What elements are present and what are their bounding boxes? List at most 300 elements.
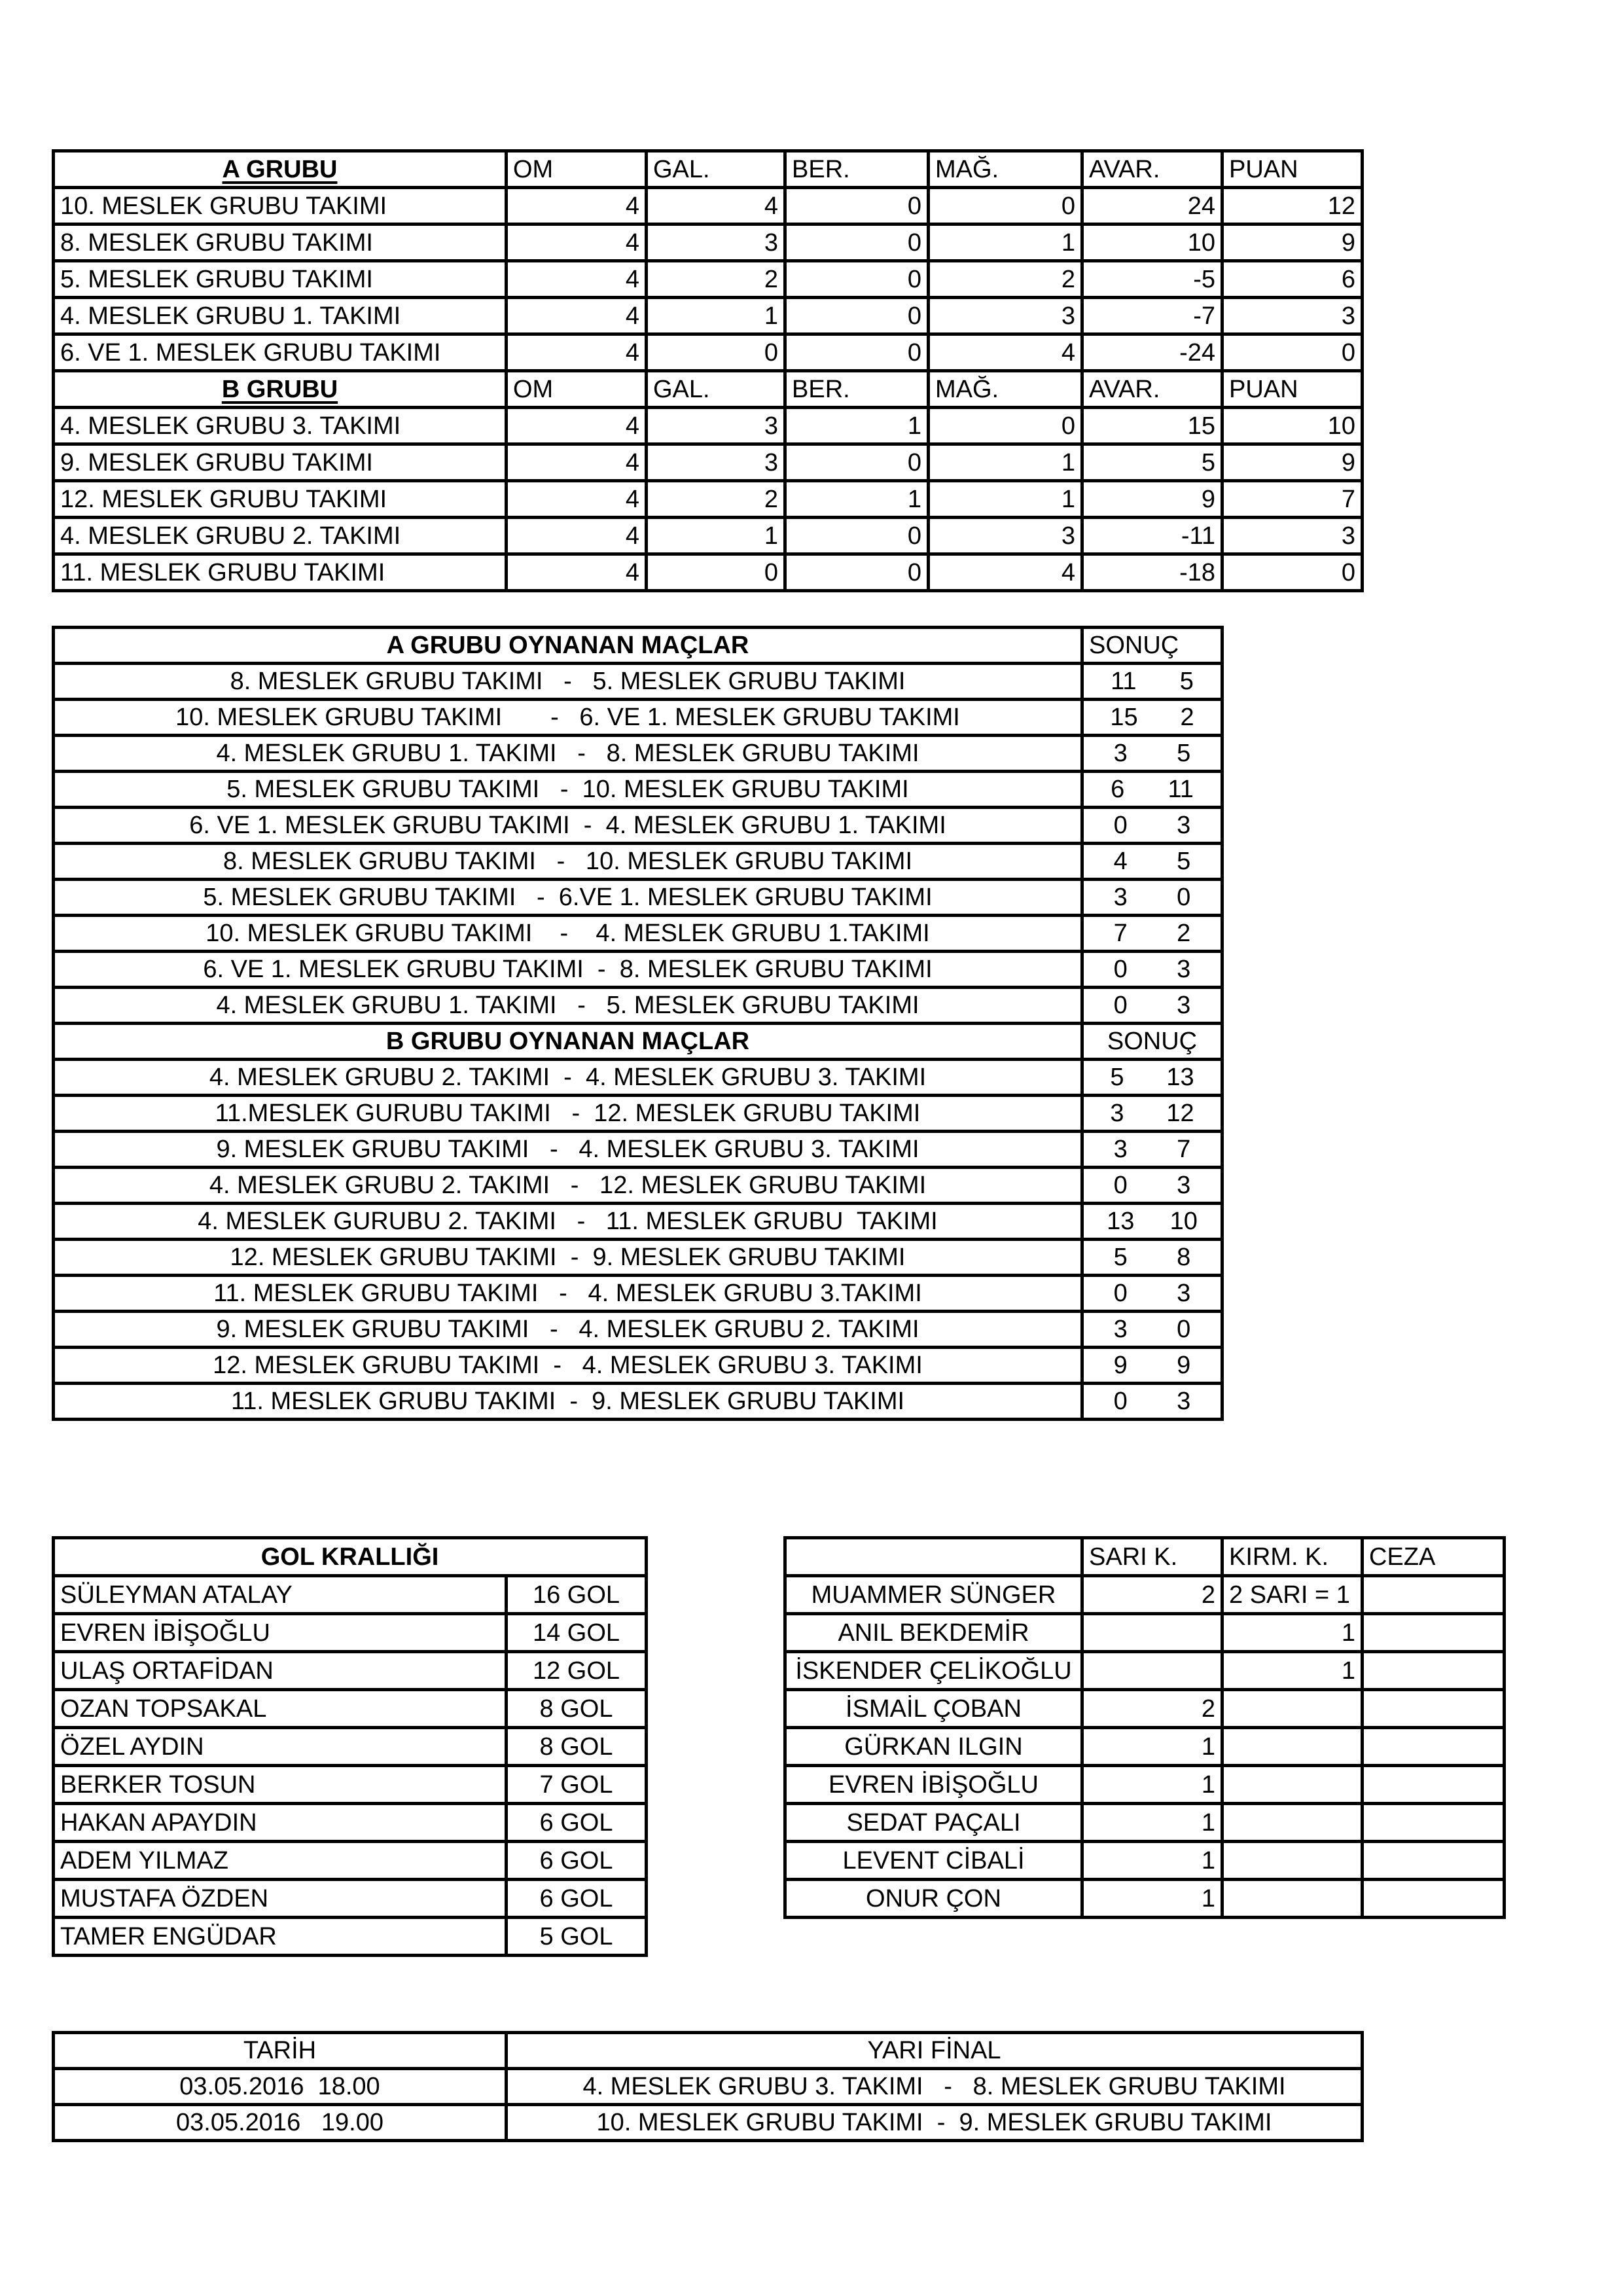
- goal-count: 16 GOL: [507, 1576, 647, 1614]
- group-title: A GRUBU: [54, 151, 507, 188]
- penalty: [1363, 1614, 1505, 1652]
- match-score: [1082, 1060, 1222, 1096]
- match-fixture: 4. MESLEK GRUBU 2. TAKIMI - 4. MESLEK GRUBU 3. TAKIMI: [54, 1060, 1082, 1096]
- away-score: 12: [1166, 1100, 1194, 1127]
- team-name: 10. MESLEK GRUBU TAKIMI: [54, 188, 507, 224]
- cell-goal-diff: -5: [1082, 261, 1222, 298]
- cell-goal-diff: -7: [1082, 298, 1222, 334]
- score-pair: [1089, 1245, 1215, 1270]
- home-score: 0: [1113, 1280, 1128, 1307]
- scorer-row: [54, 1614, 647, 1652]
- match-fixture: 6. VE 1. MESLEK GRUBU TAKIMI - 8. MESLEK GRUBU TAKIMI: [54, 952, 1082, 988]
- match-score: [1082, 1168, 1222, 1204]
- group-title: B GRUBU: [54, 371, 507, 408]
- penalty: [1363, 1766, 1505, 1804]
- cell-lost: 3: [929, 298, 1082, 334]
- match-score: [1082, 1096, 1222, 1132]
- standings-row: [54, 554, 1363, 591]
- goal-count: 14 GOL: [507, 1614, 647, 1652]
- scorer-row: [54, 1728, 647, 1766]
- team-name: 6. VE 1. MESLEK GRUBU TAKIMI: [54, 334, 507, 371]
- score-pair: [1089, 1389, 1215, 1414]
- column-header-points: PUAN: [1222, 151, 1363, 188]
- standings-row: [54, 298, 1363, 334]
- red-cards: [1222, 1690, 1363, 1728]
- match-row: [54, 664, 1222, 700]
- match-fixture: 11.MESLEK GURUBU TAKIMI - 12. MESLEK GRUBU TAKIMI: [54, 1096, 1082, 1132]
- match-score: [1082, 1204, 1222, 1240]
- away-score: 8: [1177, 1244, 1191, 1271]
- standings-row: [54, 224, 1363, 261]
- cell-won: 3: [647, 408, 785, 444]
- penalty: [1363, 1804, 1505, 1842]
- score-pair: [1089, 813, 1215, 838]
- cell-played: 4: [507, 444, 647, 481]
- yellow-cards: 2: [1082, 1690, 1222, 1728]
- column-header-goal-diff: AVAR.: [1082, 371, 1222, 408]
- standings-row: [54, 408, 1363, 444]
- match-row: [54, 700, 1222, 736]
- away-score: 5: [1177, 848, 1191, 875]
- yellow-cards: 1: [1082, 1728, 1222, 1766]
- home-score: 6: [1111, 776, 1125, 803]
- card-row: [785, 1652, 1505, 1690]
- player-name: EVREN İBİŞOĞLU: [785, 1766, 1082, 1804]
- goal-count: 6 GOL: [507, 1804, 647, 1842]
- match-score: [1082, 1132, 1222, 1168]
- semifinal-row: [54, 2069, 1363, 2105]
- score-pair: [1089, 1281, 1215, 1306]
- match-fixture: 9. MESLEK GRUBU TAKIMI - 4. MESLEK GRUBU 2. TAKIMI: [54, 1312, 1082, 1348]
- match-fixture: 4. MESLEK GRUBU 2. TAKIMI - 12. MESLEK GRUBU TAKIMI: [54, 1168, 1082, 1204]
- column-header-won: GAL.: [647, 151, 785, 188]
- team-name: 4. MESLEK GRUBU 1. TAKIMI: [54, 298, 507, 334]
- home-score: 13: [1107, 1208, 1135, 1235]
- home-score: 4: [1113, 848, 1128, 875]
- home-score: 3: [1113, 1316, 1128, 1343]
- score-pair: [1089, 957, 1215, 982]
- cell-won: 1: [647, 518, 785, 554]
- match-row: [54, 1096, 1222, 1132]
- cell-drawn: 0: [785, 518, 929, 554]
- match-row: [54, 988, 1222, 1024]
- match-row: [54, 1132, 1222, 1168]
- team-name: 5. MESLEK GRUBU TAKIMI: [54, 261, 507, 298]
- cell-goal-diff: 24: [1082, 188, 1222, 224]
- match-row: [54, 1060, 1222, 1096]
- yellow-cards: 1: [1082, 1880, 1222, 1918]
- home-score: 0: [1113, 992, 1128, 1019]
- player-name: BERKER TOSUN: [54, 1766, 507, 1804]
- player-name: ADEM YILMAZ: [54, 1842, 507, 1880]
- match-fixture: 9. MESLEK GRUBU TAKIMI - 4. MESLEK GRUBU 3. TAKIMI: [54, 1132, 1082, 1168]
- cell-points: 6: [1222, 261, 1363, 298]
- cell-lost: 4: [929, 554, 1082, 591]
- semifinal-fixture: 10. MESLEK GRUBU TAKIMI - 9. MESLEK GRUBU TAKIMI: [507, 2105, 1363, 2141]
- cell-drawn: 0: [785, 261, 929, 298]
- card-row: [785, 1576, 1505, 1614]
- yellow-cards: 2: [1082, 1576, 1222, 1614]
- cell-goal-diff: 15: [1082, 408, 1222, 444]
- match-fixture: 12. MESLEK GRUBU TAKIMI - 4. MESLEK GRUBU 3. TAKIMI: [54, 1348, 1082, 1384]
- score-pair: [1089, 1173, 1215, 1198]
- card-row: [785, 1842, 1505, 1880]
- cell-won: 0: [647, 334, 785, 371]
- match-score: [1082, 664, 1222, 700]
- matches-table: [52, 626, 1224, 1421]
- cell-lost: 1: [929, 481, 1082, 518]
- match-row: [54, 1168, 1222, 1204]
- home-score: 0: [1113, 812, 1128, 839]
- cell-goal-diff: -18: [1082, 554, 1222, 591]
- match-fixture: 8. MESLEK GRUBU TAKIMI - 10. MESLEK GRUBU TAKIMI: [54, 844, 1082, 880]
- cell-won: 4: [647, 188, 785, 224]
- cell-lost: 1: [929, 224, 1082, 261]
- away-score: 3: [1177, 1280, 1191, 1307]
- column-header-lost: MAĞ.: [929, 371, 1082, 408]
- cell-won: 2: [647, 481, 785, 518]
- cell-won: 3: [647, 224, 785, 261]
- match-score: [1082, 736, 1222, 772]
- cell-drawn: 0: [785, 224, 929, 261]
- score-pair: [1089, 993, 1215, 1018]
- match-row: [54, 1276, 1222, 1312]
- scorer-row: [54, 1842, 647, 1880]
- player-name: ULAŞ ORTAFİDAN: [54, 1652, 507, 1690]
- match-row: [54, 1240, 1222, 1276]
- cards-header-blank: [785, 1538, 1082, 1576]
- match-row: [54, 736, 1222, 772]
- match-fixture: 4. MESLEK GRUBU 1. TAKIMI - 8. MESLEK GRUBU TAKIMI: [54, 736, 1082, 772]
- red-cards: [1222, 1842, 1363, 1880]
- match-fixture: 8. MESLEK GRUBU TAKIMI - 5. MESLEK GRUBU TAKIMI: [54, 664, 1082, 700]
- scorers-title: GOL KRALLIĞI: [54, 1538, 647, 1576]
- player-name: ANIL BEKDEMİR: [785, 1614, 1082, 1652]
- goal-count: 8 GOL: [507, 1690, 647, 1728]
- yellow-card-header: SARI K.: [1082, 1538, 1222, 1576]
- group-header-row: [54, 371, 1363, 408]
- cell-points: 9: [1222, 444, 1363, 481]
- away-score: 5: [1179, 668, 1194, 695]
- match-row: [54, 1312, 1222, 1348]
- red-cards: [1222, 1728, 1363, 1766]
- player-name: ONUR ÇON: [785, 1880, 1082, 1918]
- matches-group-title: B GRUBU OYNANAN MAÇLAR: [54, 1024, 1082, 1060]
- standings-row: [54, 188, 1363, 224]
- red-cards: 1: [1222, 1652, 1363, 1690]
- score-pair: [1089, 885, 1215, 910]
- red-cards: [1222, 1766, 1363, 1804]
- cards-table: [783, 1536, 1506, 1919]
- match-fixture: 5. MESLEK GRUBU TAKIMI - 10. MESLEK GRUBU TAKIMI: [54, 772, 1082, 808]
- column-header-points: PUAN: [1222, 371, 1363, 408]
- match-date: 03.05.2016 19.00: [54, 2105, 507, 2141]
- away-score: 11: [1168, 776, 1194, 803]
- score-pair: [1089, 1065, 1215, 1090]
- cell-points: 0: [1222, 554, 1363, 591]
- away-score: 3: [1177, 992, 1191, 1019]
- matches-header-row: [54, 1024, 1222, 1060]
- score-pair: [1089, 921, 1215, 946]
- team-name: 11. MESLEK GRUBU TAKIMI: [54, 554, 507, 591]
- away-score: 13: [1166, 1064, 1194, 1091]
- match-fixture: 10. MESLEK GRUBU TAKIMI - 4. MESLEK GRUBU 1.TAKIMI: [54, 916, 1082, 952]
- player-name: SÜLEYMAN ATALAY: [54, 1576, 507, 1614]
- match-row: [54, 772, 1222, 808]
- card-row: [785, 1728, 1505, 1766]
- standings-row: [54, 481, 1363, 518]
- player-name: İSKENDER ÇELİKOĞLU: [785, 1652, 1082, 1690]
- away-score: 7: [1177, 1136, 1191, 1163]
- away-score: 9: [1177, 1352, 1191, 1379]
- standings-table: [52, 149, 1364, 592]
- goal-count: 12 GOL: [507, 1652, 647, 1690]
- cell-drawn: 1: [785, 481, 929, 518]
- date-header: TARİH: [54, 2033, 507, 2069]
- cell-won: 1: [647, 298, 785, 334]
- penalty: [1363, 1880, 1505, 1918]
- score-pair: [1089, 1209, 1215, 1234]
- away-score: 0: [1177, 1316, 1191, 1343]
- match-score: [1082, 988, 1222, 1024]
- player-name: EVREN İBİŞOĞLU: [54, 1614, 507, 1652]
- semifinal-fixture: 4. MESLEK GRUBU 3. TAKIMI - 8. MESLEK GRUBU TAKIMI: [507, 2069, 1363, 2105]
- cell-drawn: 0: [785, 298, 929, 334]
- player-name: ÖZEL AYDIN: [54, 1728, 507, 1766]
- semifinal-title: YARI FİNAL: [507, 2033, 1363, 2069]
- goal-count: 6 GOL: [507, 1842, 647, 1880]
- match-fixture: 12. MESLEK GRUBU TAKIMI - 9. MESLEK GRUBU TAKIMI: [54, 1240, 1082, 1276]
- score-pair: [1089, 1137, 1215, 1162]
- scorer-row: [54, 1918, 647, 1956]
- score-pair: [1089, 849, 1215, 874]
- matches-header-row: [54, 628, 1222, 664]
- column-header-won: GAL.: [647, 371, 785, 408]
- scorer-row: [54, 1880, 647, 1918]
- cell-points: 10: [1222, 408, 1363, 444]
- match-score: [1082, 1384, 1222, 1420]
- match-row: [54, 1384, 1222, 1420]
- cell-played: 4: [507, 334, 647, 371]
- player-name: GÜRKAN ILGIN: [785, 1728, 1082, 1766]
- match-score: [1082, 880, 1222, 916]
- cell-points: 3: [1222, 518, 1363, 554]
- away-score: 2: [1180, 704, 1194, 731]
- match-score: [1082, 1312, 1222, 1348]
- score-pair: [1089, 1101, 1215, 1126]
- match-fixture: 5. MESLEK GRUBU TAKIMI - 6.VE 1. MESLEK GRUBU TAKIMI: [54, 880, 1082, 916]
- away-score: 10: [1169, 1208, 1198, 1235]
- match-score: [1082, 1348, 1222, 1384]
- cell-points: 3: [1222, 298, 1363, 334]
- card-row: [785, 1690, 1505, 1728]
- home-score: 9: [1113, 1352, 1128, 1379]
- semifinal-row: [54, 2105, 1363, 2141]
- match-score: [1082, 700, 1222, 736]
- cell-played: 4: [507, 224, 647, 261]
- cell-drawn: 0: [785, 554, 929, 591]
- home-score: 7: [1113, 920, 1128, 947]
- home-score: 15: [1110, 704, 1138, 731]
- scorer-row: [54, 1690, 647, 1728]
- yellow-cards: [1082, 1652, 1222, 1690]
- cell-lost: 2: [929, 261, 1082, 298]
- home-score: 5: [1110, 1064, 1124, 1091]
- match-score: [1082, 952, 1222, 988]
- cell-drawn: 1: [785, 408, 929, 444]
- scorers-header-row: [54, 1538, 647, 1576]
- team-name: 4. MESLEK GRUBU 2. TAKIMI: [54, 518, 507, 554]
- team-name: 9. MESLEK GRUBU TAKIMI: [54, 444, 507, 481]
- penalty: [1363, 1690, 1505, 1728]
- goal-count: 7 GOL: [507, 1766, 647, 1804]
- cell-points: 7: [1222, 481, 1363, 518]
- cell-played: 4: [507, 408, 647, 444]
- player-name: MUAMMER SÜNGER: [785, 1576, 1082, 1614]
- column-header-lost: MAĞ.: [929, 151, 1082, 188]
- cell-played: 4: [507, 554, 647, 591]
- home-score: 11: [1111, 668, 1137, 695]
- player-name: LEVENT CİBALİ: [785, 1842, 1082, 1880]
- cards-header-row: [785, 1538, 1505, 1576]
- score-pair: [1089, 1317, 1215, 1342]
- card-row: [785, 1804, 1505, 1842]
- cell-drawn: 0: [785, 334, 929, 371]
- match-row: [54, 952, 1222, 988]
- team-name: 12. MESLEK GRUBU TAKIMI: [54, 481, 507, 518]
- match-score: [1082, 916, 1222, 952]
- standings-row: [54, 261, 1363, 298]
- match-fixture: 6. VE 1. MESLEK GRUBU TAKIMI - 4. MESLEK GRUBU 1. TAKIMI: [54, 808, 1082, 844]
- red-cards: 2 SARI = 1: [1222, 1576, 1363, 1614]
- away-score: 2: [1177, 920, 1191, 947]
- player-name: OZAN TOPSAKAL: [54, 1690, 507, 1728]
- red-cards: 1: [1222, 1614, 1363, 1652]
- match-score: [1082, 808, 1222, 844]
- home-score: 0: [1113, 956, 1128, 983]
- result-header: SONUÇ: [1082, 1024, 1222, 1060]
- scorer-row: [54, 1804, 647, 1842]
- penalty-header: CEZA: [1363, 1538, 1505, 1576]
- match-score: [1082, 1240, 1222, 1276]
- away-score: 3: [1177, 1388, 1191, 1415]
- cell-goal-diff: 10: [1082, 224, 1222, 261]
- score-pair: [1089, 741, 1215, 766]
- red-cards: [1222, 1804, 1363, 1842]
- cell-lost: 0: [929, 408, 1082, 444]
- match-fixture: 4. MESLEK GURUBU 2. TAKIMI - 11. MESLEK GRUBU TAKIMI: [54, 1204, 1082, 1240]
- goal-count: 5 GOL: [507, 1918, 647, 1956]
- cell-won: 0: [647, 554, 785, 591]
- cell-won: 3: [647, 444, 785, 481]
- player-name: MUSTAFA ÖZDEN: [54, 1880, 507, 1918]
- yellow-cards: [1082, 1614, 1222, 1652]
- cell-played: 4: [507, 481, 647, 518]
- match-score: [1082, 772, 1222, 808]
- red-card-header: KIRM. K.: [1222, 1538, 1363, 1576]
- cell-points: 12: [1222, 188, 1363, 224]
- away-score: 3: [1177, 956, 1191, 983]
- cell-lost: 0: [929, 188, 1082, 224]
- match-score: [1082, 1276, 1222, 1312]
- away-score: 5: [1177, 740, 1191, 767]
- column-header-played: OM: [507, 371, 647, 408]
- standings-row: [54, 518, 1363, 554]
- yellow-cards: 1: [1082, 1804, 1222, 1842]
- home-score: 0: [1113, 1172, 1128, 1199]
- card-row: [785, 1880, 1505, 1918]
- cell-points: 0: [1222, 334, 1363, 371]
- match-row: [54, 1348, 1222, 1384]
- match-fixture: 4. MESLEK GRUBU 1. TAKIMI - 5. MESLEK GRUBU TAKIMI: [54, 988, 1082, 1024]
- home-score: 3: [1113, 884, 1128, 911]
- away-score: 3: [1177, 1172, 1191, 1199]
- standings-row: [54, 334, 1363, 371]
- column-header-drawn: BER.: [785, 151, 929, 188]
- cell-won: 2: [647, 261, 785, 298]
- scorer-row: [54, 1576, 647, 1614]
- team-name: 8. MESLEK GRUBU TAKIMI: [54, 224, 507, 261]
- scorer-row: [54, 1652, 647, 1690]
- match-row: [54, 808, 1222, 844]
- score-pair: [1089, 669, 1215, 694]
- goal-count: 6 GOL: [507, 1880, 647, 1918]
- card-row: [785, 1614, 1505, 1652]
- cell-points: 9: [1222, 224, 1363, 261]
- match-row: [54, 844, 1222, 880]
- red-cards: [1222, 1880, 1363, 1918]
- home-score: 3: [1113, 740, 1128, 767]
- player-name: İSMAİL ÇOBAN: [785, 1690, 1082, 1728]
- match-fixture: 11. MESLEK GRUBU TAKIMI - 4. MESLEK GRUBU 3.TAKIMI: [54, 1276, 1082, 1312]
- semifinal-header-row: [54, 2033, 1363, 2069]
- column-header-played: OM: [507, 151, 647, 188]
- match-fixture: 11. MESLEK GRUBU TAKIMI - 9. MESLEK GRUBU TAKIMI: [54, 1384, 1082, 1420]
- matches-group-title: A GRUBU OYNANAN MAÇLAR: [54, 628, 1082, 664]
- team-name: 4. MESLEK GRUBU 3. TAKIMI: [54, 408, 507, 444]
- match-fixture: 10. MESLEK GRUBU TAKIMI - 6. VE 1. MESLEK GRUBU TAKIMI: [54, 700, 1082, 736]
- cell-drawn: 0: [785, 444, 929, 481]
- top-scorers-table: [52, 1536, 648, 1957]
- match-row: [54, 1204, 1222, 1240]
- standings-row: [54, 444, 1363, 481]
- score-pair: [1089, 1353, 1215, 1378]
- yellow-cards: 1: [1082, 1842, 1222, 1880]
- cell-played: 4: [507, 188, 647, 224]
- column-header-drawn: BER.: [785, 371, 929, 408]
- cell-drawn: 0: [785, 188, 929, 224]
- away-score: 0: [1177, 884, 1191, 911]
- penalty: [1363, 1576, 1505, 1614]
- cell-lost: 4: [929, 334, 1082, 371]
- penalty: [1363, 1842, 1505, 1880]
- score-pair: [1089, 777, 1215, 802]
- penalty: [1363, 1652, 1505, 1690]
- score-pair: [1089, 705, 1215, 730]
- cell-goal-diff: -24: [1082, 334, 1222, 371]
- column-header-goal-diff: AVAR.: [1082, 151, 1222, 188]
- card-row: [785, 1766, 1505, 1804]
- cell-goal-diff: 5: [1082, 444, 1222, 481]
- home-score: 0: [1113, 1388, 1128, 1415]
- home-score: 3: [1113, 1136, 1128, 1163]
- cell-goal-diff: -11: [1082, 518, 1222, 554]
- home-score: 3: [1110, 1100, 1124, 1127]
- player-name: TAMER ENGÜDAR: [54, 1918, 507, 1956]
- away-score: 3: [1177, 812, 1191, 839]
- cell-lost: 1: [929, 444, 1082, 481]
- player-name: HAKAN APAYDIN: [54, 1804, 507, 1842]
